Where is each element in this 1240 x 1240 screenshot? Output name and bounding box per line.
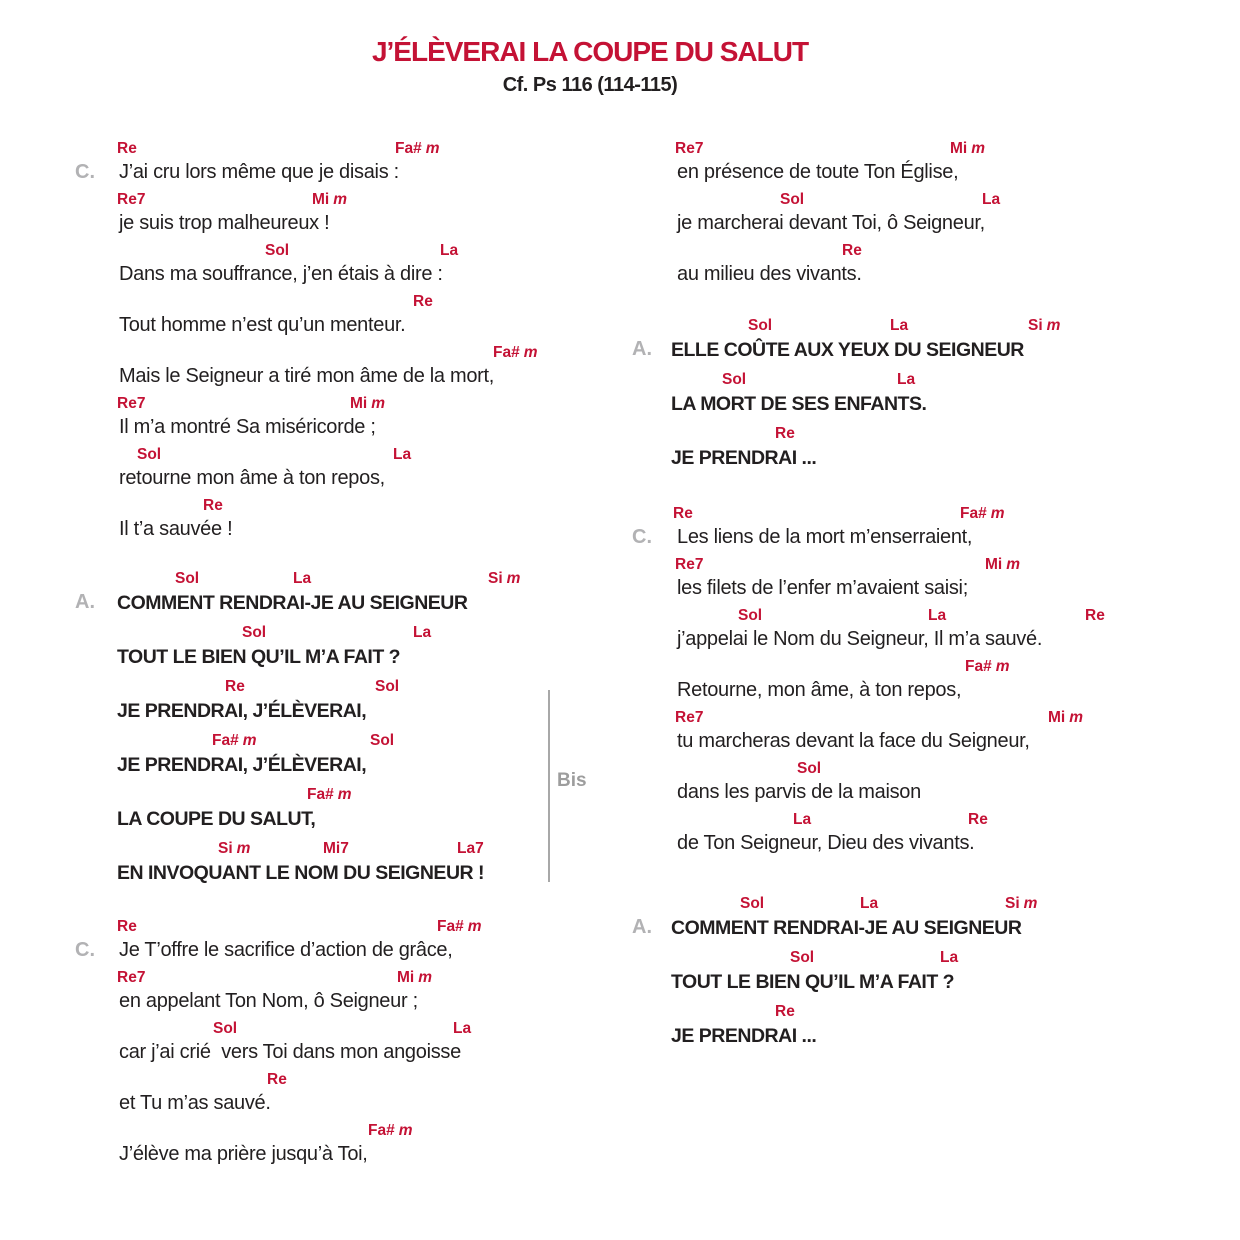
chord-lyric-pair	[0, 312, 1240, 366]
lyric-line: je marcherai devant Toi, ô Seigneur,	[677, 212, 985, 234]
chord-row	[0, 137, 1240, 157]
bis-label: Bis	[557, 770, 587, 791]
song-title: J’ÉLÈVERAI LA COUPE DU SALUT	[371, 36, 809, 67]
lyric-line: TOUT LE BIEN QU’IL M’A FAIT ?	[117, 646, 401, 668]
chord-minor-mark: m	[1006, 555, 1021, 573]
chord-lyric-pair	[0, 655, 1240, 706]
lyric-line: de Ton Seigneur, Dieu des vivants.	[677, 832, 975, 854]
chord-lyric-pair	[0, 1119, 1240, 1170]
chord: Si m	[1005, 894, 1038, 912]
chord: Mi m	[312, 190, 348, 208]
chord: Fa# m	[395, 139, 440, 157]
lyric-line: Je T’offre le sacrifice d’action de grâce,	[119, 939, 453, 961]
lyric-line: en appelant Ton Nom, ô Seigneur ;	[119, 990, 418, 1012]
chord: Re	[413, 292, 433, 310]
chord: La	[982, 190, 1001, 208]
lyric-line: tu marcheras devant la face du Seigneur,	[677, 730, 1030, 752]
chord-row	[0, 604, 1240, 624]
chord: Re	[673, 504, 693, 522]
chord: Sol	[175, 569, 200, 587]
chord-lyric-pair	[0, 502, 1240, 553]
chord-lyric-pair	[0, 890, 1240, 944]
chord-minor-mark: m	[995, 657, 1010, 675]
chord-lyric-pair	[0, 188, 1240, 239]
chord-minor-mark: m	[418, 968, 433, 986]
chord: Sol	[265, 241, 290, 259]
chord-minor-mark: m	[242, 731, 257, 749]
lyric-line: TOUT LE BIEN QU’IL M’A FAIT ?	[671, 971, 955, 993]
chord-row	[0, 502, 1240, 522]
lyric-line: EN INVOQUANT LE NOM DU SEIGNEUR !	[117, 862, 485, 884]
chord: Sol	[242, 623, 267, 641]
chord-minor-mark: m	[467, 917, 482, 935]
chord: La	[860, 894, 879, 912]
chord-minor-mark: m	[506, 569, 521, 587]
stanza-label: C.	[75, 939, 95, 961]
chord: La7	[457, 839, 484, 857]
lyric-line: les filets de l’enfer m’avaient saisi;	[677, 577, 968, 599]
lyric-line: Mais le Seigneur a tiré mon âme de la mort,	[119, 365, 495, 387]
lyric-line: JE PRENDRAI ...	[671, 1025, 817, 1047]
chord: Re7	[675, 139, 704, 157]
chord-minor-mark: m	[398, 1121, 413, 1139]
song-subtitle: Cf. Ps 116 (114-115)	[502, 74, 678, 96]
chord: Sol	[797, 759, 822, 777]
chord: Mi m	[350, 394, 386, 412]
chord: Sol	[790, 948, 815, 966]
chord: Fa# m	[493, 343, 538, 361]
lyric-line: JE PRENDRAI ...	[671, 447, 817, 469]
chord-minor-mark: m	[1069, 708, 1084, 726]
chord: Re	[1085, 606, 1105, 624]
chord: Fa# m	[307, 785, 352, 803]
chord: Re7	[117, 394, 146, 412]
chord-row	[0, 1119, 1240, 1139]
chord-minor-mark: m	[337, 785, 352, 803]
chord: Sol	[780, 190, 805, 208]
chord: La	[453, 1019, 472, 1037]
chord: Re	[775, 424, 795, 442]
chord-row	[0, 420, 1240, 442]
chord-minor-mark: m	[236, 839, 251, 857]
stanza-label: A.	[632, 916, 652, 938]
chord-row	[0, 757, 1240, 777]
lyric-line: COMMENT RENDRAI-JE AU SEIGNEUR	[671, 917, 1022, 939]
chord: Mi m	[985, 555, 1021, 573]
lyric-line: retourne mon âme à ton repos,	[119, 467, 385, 489]
chord: Fa# m	[437, 917, 482, 935]
stanza-label: C.	[75, 161, 95, 183]
chord: Mi m	[397, 968, 433, 986]
chord: Re	[203, 496, 223, 514]
chord: Sol	[137, 445, 162, 463]
lyric-line: en présence de toute Ton Église,	[677, 161, 959, 183]
chord: Re	[775, 1002, 795, 1020]
chord-minor-mark: m	[971, 139, 986, 157]
chord: La	[890, 316, 909, 334]
chord-minor-mark: m	[333, 190, 348, 208]
chord-lyric-pair	[0, 1068, 1240, 1119]
chord-row	[0, 366, 1240, 388]
lyric-line: j’appelai le Nom du Seigneur, Il m’a sauvé.	[677, 628, 1043, 650]
chord: La	[393, 445, 412, 463]
lyric-line: car j’ai crié vers Toi dans mon angoisse	[119, 1041, 461, 1063]
lyric-line: LA MORT DE SES ENFANTS.	[671, 393, 927, 415]
chord-row	[0, 808, 1240, 828]
chord-row	[0, 1068, 1240, 1088]
lyric-line: Il t’a sauvée !	[119, 518, 233, 540]
chord: La	[793, 810, 812, 828]
chord: Re	[117, 917, 137, 935]
chord: Re7	[675, 708, 704, 726]
chord-lyric-pair	[0, 366, 1240, 420]
lyric-line: Tout homme n’est qu’un menteur.	[119, 314, 406, 336]
chord: Fa# m	[965, 657, 1010, 675]
stanza-label: A.	[632, 338, 652, 360]
stanza-label: C.	[632, 526, 652, 548]
stanza	[0, 502, 1240, 859]
chord-lyric-pair	[0, 944, 1240, 998]
chord-minor-mark: m	[371, 394, 386, 412]
lyric-line: COMMENT RENDRAI-JE AU SEIGNEUR	[117, 592, 468, 614]
chord-minor-mark: m	[990, 504, 1005, 522]
chord: Mi7	[323, 839, 349, 857]
chord: Sol	[375, 677, 400, 695]
lyric-line: LA COUPE DU SALUT,	[117, 808, 316, 830]
lyric-line: je suis trop malheureux !	[119, 212, 330, 234]
chord-lyric-pair	[0, 808, 1240, 859]
chord: Re7	[117, 190, 146, 208]
bis-bracket-line	[548, 690, 550, 882]
chord: Re7	[675, 555, 704, 573]
lyric-line: JE PRENDRAI, J’ÉLÈVERAI,	[117, 700, 367, 722]
chord-lyric-pair	[0, 757, 1240, 808]
lyric-line: JE PRENDRAI, J’ÉLÈVERAI,	[117, 754, 367, 776]
chord: La	[293, 569, 312, 587]
lyric-line: Il m’a montré Sa miséricorde ;	[119, 416, 376, 438]
chord-row	[0, 312, 1240, 334]
chord: Mi m	[1048, 708, 1084, 726]
chord: Fa# m	[368, 1121, 413, 1139]
stanza	[0, 312, 1240, 474]
chord-lyric-pair	[0, 137, 1240, 188]
chord: Fa# m	[960, 504, 1005, 522]
chord-lyric-pair	[0, 706, 1240, 757]
chord-minor-mark: m	[425, 139, 440, 157]
chord: Sol	[722, 370, 747, 388]
chord: Si m	[1028, 316, 1061, 334]
chord: Re	[968, 810, 988, 828]
chord: Si m	[488, 569, 521, 587]
lyric-line: Retourne, mon âme, à ton repos,	[677, 679, 962, 701]
chord: Sol	[370, 731, 395, 749]
chord: Re	[225, 677, 245, 695]
chord: Si m	[218, 839, 251, 857]
chord-row	[0, 706, 1240, 726]
chord: La	[413, 623, 432, 641]
chord: Re	[267, 1070, 287, 1088]
chord: Re	[842, 241, 862, 259]
chord-minor-mark: m	[1023, 894, 1038, 912]
chord: Re	[117, 139, 137, 157]
lyric-line: ELLE COÛTE AUX YEUX DU SEIGNEUR	[671, 339, 1024, 361]
chord-row	[0, 944, 1240, 966]
chord: Fa# m	[212, 731, 257, 749]
chord: La	[440, 241, 459, 259]
lyric-line: J’élève ma prière jusqu’à Toi,	[119, 1143, 368, 1165]
stanza-label: A.	[75, 591, 95, 613]
chord: Sol	[213, 1019, 238, 1037]
lyric-line: et Tu m’as sauvé.	[119, 1092, 271, 1114]
stanza	[0, 890, 1240, 1052]
chord-lyric-pair	[0, 239, 1240, 290]
chord: La	[897, 370, 916, 388]
lyric-line: dans les parvis de la maison	[677, 781, 921, 803]
chord-lyric-pair	[0, 998, 1240, 1052]
chord-lyric-pair	[0, 553, 1240, 604]
lyric-line: J’ai cru lors même que je disais :	[119, 161, 399, 183]
chord-row	[0, 290, 1240, 310]
stanza	[0, 137, 1240, 290]
chord: Sol	[740, 894, 765, 912]
chord-minor-mark: m	[523, 343, 538, 361]
chord-row	[0, 890, 1240, 912]
chord: Mi m	[950, 139, 986, 157]
chord: La	[940, 948, 959, 966]
lyric-line: au milieu des vivants.	[677, 263, 862, 285]
chord-row	[0, 655, 1240, 675]
lyric-line: Dans ma souffrance, j’en étais à dire :	[119, 263, 443, 285]
chord-row	[0, 553, 1240, 573]
chord-row	[0, 998, 1240, 1020]
chord-minor-mark: m	[1046, 316, 1061, 334]
chord-lyric-pair	[0, 420, 1240, 474]
chord-row	[0, 188, 1240, 208]
chord: Re7	[117, 968, 146, 986]
chord: La	[928, 606, 947, 624]
chord: Sol	[738, 606, 763, 624]
lyric-line: Les liens de la mort m’enserraient,	[677, 526, 973, 548]
chord: Sol	[748, 316, 773, 334]
chord-lyric-pair	[0, 604, 1240, 655]
chord-row	[0, 239, 1240, 259]
